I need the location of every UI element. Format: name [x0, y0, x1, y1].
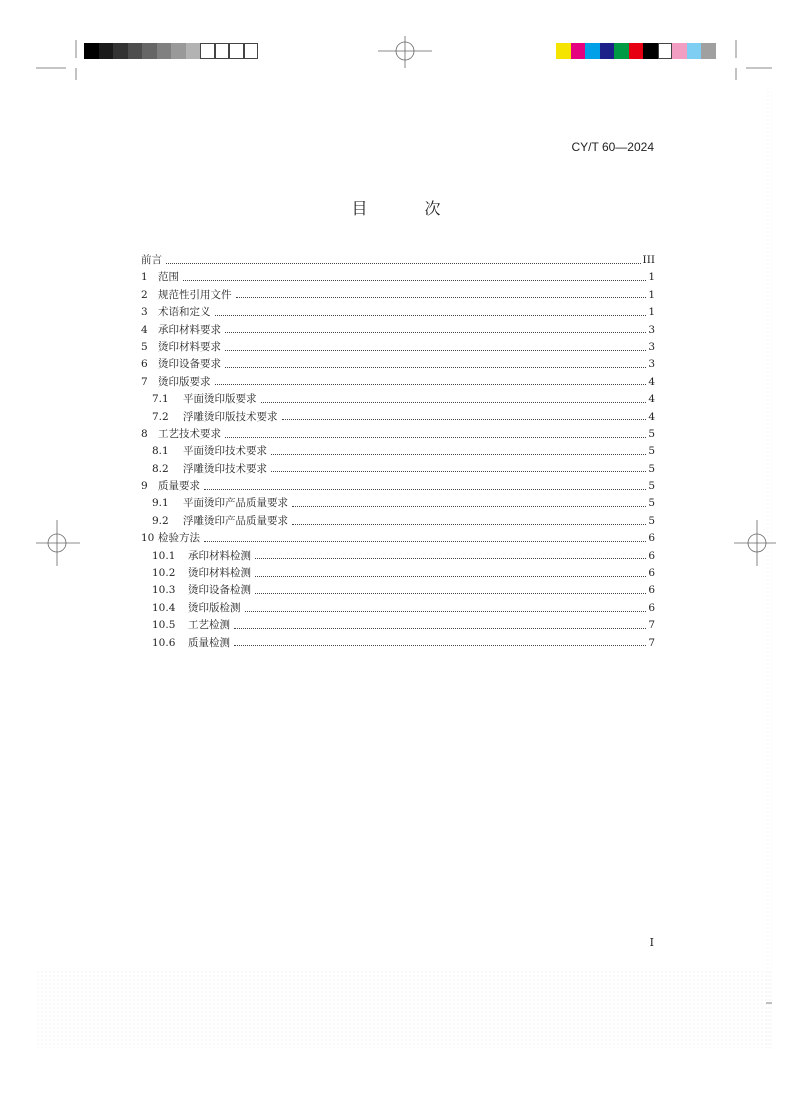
toc-entry-label: 烫印材料要求 — [158, 340, 221, 353]
toc-entry[interactable] — [141, 548, 655, 565]
registration-mark-left — [36, 520, 80, 566]
toc-entry-page: III — [642, 254, 655, 266]
toc-entry[interactable] — [141, 287, 655, 304]
toc-entry-number: 8.1 — [152, 445, 169, 458]
toc-entry-label: 平面烫印版要求 — [183, 393, 257, 406]
toc-entry[interactable] — [141, 495, 655, 512]
toc-entry[interactable] — [141, 339, 655, 356]
dot-leader — [225, 366, 646, 368]
dot-leader — [282, 418, 647, 420]
toc-entry-number: 9 — [141, 480, 148, 493]
toc-entry-label: 浮雕烫印技术要求 — [183, 462, 267, 475]
dot-leader — [215, 383, 647, 385]
page-number: I — [649, 936, 654, 949]
toc-entry-number: 1 — [141, 271, 148, 284]
toc-entry-page: 1 — [648, 306, 655, 319]
dot-leader — [255, 592, 646, 594]
dot-leader — [234, 627, 646, 629]
toc-entry[interactable] — [141, 635, 655, 652]
toc-entry[interactable] — [141, 513, 655, 530]
dot-leader — [215, 314, 647, 316]
toc-entry-label: 平面烫印技术要求 — [183, 445, 267, 458]
toc-entry-label: 前言 — [141, 254, 162, 266]
toc-entry-label: 烫印设备检测 — [188, 584, 251, 597]
toc-entry[interactable] — [141, 443, 655, 460]
toc-entry-page: 5 — [648, 445, 655, 458]
toc-entry[interactable] — [141, 426, 655, 443]
toc-entry-page: 6 — [648, 567, 655, 580]
toc-entry-page: 5 — [648, 427, 655, 440]
dot-leader — [292, 523, 646, 525]
toc-entry-number: 8.2 — [152, 462, 169, 475]
toc-entry-page: 5 — [648, 497, 655, 510]
toc-entry-number: 10.2 — [152, 567, 176, 580]
toc-entry-number: 10.3 — [152, 584, 176, 597]
toc-entry[interactable] — [141, 252, 655, 269]
toc-entry-number: 10.4 — [152, 601, 176, 614]
toc-entry-page: 1 — [648, 271, 655, 284]
toc-entry-label: 平面烫印产品质量要求 — [183, 497, 288, 510]
dot-leader — [225, 436, 646, 438]
toc-entry[interactable] — [141, 356, 655, 373]
toc-entry[interactable] — [141, 269, 655, 286]
dot-leader — [255, 557, 646, 559]
crop-mark-top-right — [736, 40, 772, 80]
toc-entry-label: 烫印材料检测 — [188, 567, 251, 580]
toc-entry-page: 3 — [648, 358, 655, 371]
toc-entry-label: 工艺技术要求 — [158, 427, 221, 440]
dot-leader — [225, 331, 646, 333]
dot-leader — [166, 262, 641, 264]
toc-entry[interactable] — [141, 461, 655, 478]
page-title: 目 次 — [351, 199, 467, 218]
toc-entry-number: 7.2 — [152, 410, 169, 423]
scan-texture-bottom — [36, 970, 772, 1048]
toc-entry-page: 7 — [648, 636, 655, 649]
toc-entry[interactable] — [141, 374, 655, 391]
toc-entry-number: 9.1 — [152, 497, 169, 510]
toc-entry-page: 6 — [648, 601, 655, 614]
toc-entry-number: 10.1 — [152, 549, 176, 562]
toc-entry-number: 7.1 — [152, 393, 169, 406]
toc-entry[interactable] — [141, 391, 655, 408]
toc-entry-page: 5 — [648, 480, 655, 493]
toc-entry[interactable] — [141, 600, 655, 617]
toc-entry[interactable] — [141, 409, 655, 426]
dot-leader — [261, 401, 647, 403]
toc-entry[interactable] — [141, 530, 655, 547]
toc-entry[interactable] — [141, 565, 655, 582]
toc-entry[interactable] — [141, 304, 655, 321]
toc-entry-page: 6 — [648, 532, 655, 545]
toc-entry-label: 烫印设备要求 — [158, 358, 221, 371]
toc-entry-number: 7 — [141, 375, 148, 388]
toc-entry-page: 3 — [648, 340, 655, 353]
table-of-contents — [141, 252, 655, 652]
toc-entry-page: 4 — [648, 410, 655, 423]
toc-entry-label: 烫印版要求 — [158, 375, 211, 388]
toc-entry-number: 10 — [141, 532, 155, 545]
toc-entry-label: 术语和定义 — [158, 306, 211, 319]
toc-entry-label: 浮雕烫印版技术要求 — [183, 410, 278, 423]
toc-entry-page: 6 — [648, 549, 655, 562]
toc-entry-number: 3 — [141, 306, 148, 319]
toc-entry-number: 6 — [141, 358, 148, 371]
toc-entry-number: 2 — [141, 288, 148, 301]
toc-entry[interactable] — [141, 617, 655, 634]
crop-mark-top-left — [36, 40, 76, 80]
toc-entry-page: 5 — [648, 462, 655, 475]
toc-entry-number: 8 — [141, 427, 148, 440]
dot-leader — [204, 488, 646, 490]
dot-leader — [225, 349, 646, 351]
dot-leader — [271, 470, 646, 472]
scan-texture-right — [766, 90, 772, 1050]
toc-entry-label: 承印材料检测 — [188, 549, 251, 562]
dot-leader — [255, 575, 646, 577]
toc-entry-number: 4 — [141, 323, 148, 336]
dot-leader — [236, 296, 647, 298]
toc-entry-label: 质量要求 — [158, 480, 200, 493]
dot-leader — [245, 610, 647, 612]
toc-entry[interactable] — [141, 322, 655, 339]
toc-entry-label: 质量检测 — [188, 636, 230, 649]
toc-entry-page: 1 — [648, 288, 655, 301]
toc-entry-label: 烫印版检测 — [188, 601, 241, 614]
toc-entry-number: 5 — [141, 340, 148, 353]
toc-entry-page: 4 — [648, 393, 655, 406]
toc-entry-label: 检验方法 — [158, 532, 200, 545]
toc-entry-number: 9.2 — [152, 514, 169, 527]
toc-entry-label: 规范性引用文件 — [158, 288, 232, 301]
toc-entry-number: 10.5 — [152, 619, 176, 632]
toc-entry-label: 浮雕烫印产品质量要求 — [183, 514, 288, 527]
toc-entry-page: 4 — [648, 375, 655, 388]
toc-entry-page: 6 — [648, 584, 655, 597]
toc-entry-label: 承印材料要求 — [158, 323, 221, 336]
registration-mark-top — [378, 36, 432, 68]
toc-entry-page: 3 — [648, 323, 655, 336]
dot-leader — [292, 505, 646, 507]
toc-entry-page: 7 — [648, 619, 655, 632]
standard-code: CY/T 60—2024 — [571, 140, 654, 154]
toc-entry-label: 范围 — [158, 271, 179, 284]
dot-leader — [271, 453, 646, 455]
toc-entry[interactable] — [141, 582, 655, 599]
toc-entry-number: 10.6 — [152, 636, 176, 649]
toc-entry-page: 5 — [648, 514, 655, 527]
toc-entry[interactable] — [141, 478, 655, 495]
dot-leader — [204, 540, 646, 542]
dot-leader — [183, 279, 646, 281]
dot-leader — [234, 644, 646, 646]
toc-entry-label: 工艺检测 — [188, 619, 230, 632]
